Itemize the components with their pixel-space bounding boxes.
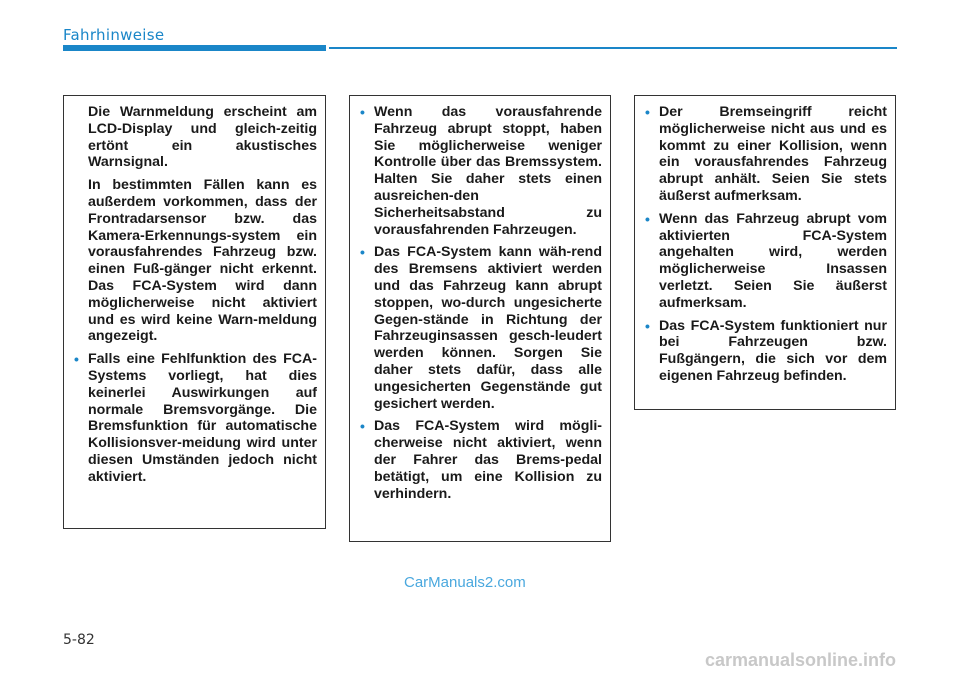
- footer-brand-watermark: carmanualsonline.info: [705, 650, 897, 670]
- bullet-item: [360, 244, 602, 412]
- warning-box-2: [349, 95, 611, 542]
- bullet-text: Das FCA-System kann wäh-rend des Bremsens aktiviert werden und das Fahrzeug kann abrupt stoppen, wo-durch ungesicherte Gegen-stände in Richtung der Fahrzeuginsassen gesch-leudert werden können. Sorgen Sie daher stets dafür, dass alle ungesicherten Gegenstände gut gesichert werden.: [374, 244, 602, 412]
- header-rule-thick: [63, 45, 326, 51]
- warning-box-1: [63, 95, 326, 529]
- bullet-icon: •: [360, 244, 365, 261]
- bullet-list: [645, 104, 887, 385]
- bullet-item: [74, 351, 317, 485]
- bullet-icon: •: [360, 104, 365, 120]
- bullet-list: [360, 104, 602, 502]
- bullet-item: [645, 317, 887, 385]
- bullet-icon: •: [360, 418, 365, 435]
- bullet-text: Das FCA-System wird mögli-cherweise nicht aktiviert, wenn der Fahrer das Brems-pedal betätigt, um eine Kollision zu verhindern.: [374, 418, 602, 502]
- watermark-link[interactable]: CarManuals2.com: [404, 574, 526, 591]
- page-number: 5-82: [63, 632, 95, 648]
- bullet-icon: •: [645, 210, 650, 227]
- paragraph: In bestimmten Fällen kann es außerdem vorkommen, dass der Frontradarsensor bzw. das Kamera-Erkennungs-system ein vorausfahrendes Fahrzeug bzw. einen Fuß-gänger nicht erkennt. Das FCA-System wird dann möglicherweise nicht aktiviert und es wird keine Warn-meldung angezeigt.: [88, 177, 317, 345]
- bullet-item: [360, 418, 602, 502]
- bullet-text: Wenn das Fahrzeug abrupt vom aktivierten FCA-System angehalten wird, werden möglicherweise Insassen verletzt. Seien Sie äußerst aufmerksam.: [659, 210, 887, 311]
- bullet-text: Das FCA-System funktioniert nur bei Fahrzeugen bzw. Fußgängern, die sich vor dem eigenen Fahrzeug befinden.: [659, 317, 887, 384]
- section-title: Fahrhinweise: [63, 26, 165, 44]
- bullet-list: [74, 351, 317, 485]
- bullet-text: Der Bremseingriff reicht möglicherweise nicht aus und es kommt zu einer Kollision, wenn ein vorausfahrendes Fahrzeug abrupt anhält. Seien Sie stets äußerst aufmerksam.: [659, 104, 887, 204]
- bullet-item: [645, 210, 887, 312]
- paragraph: Die Warnmeldung erscheint am LCD-Display und gleich-zeitig ertönt ein akustisches Warnsignal.: [88, 104, 317, 171]
- bullet-item: [360, 104, 602, 238]
- bullet-icon: •: [645, 104, 650, 120]
- bullet-icon: •: [74, 351, 79, 368]
- warning-box-3: [634, 95, 896, 410]
- bullet-icon: •: [645, 317, 650, 334]
- bullet-text: Wenn das vorausfahrende Fahrzeug abrupt stoppt, haben Sie möglicherweise weniger Kontrolle über das Bremssystem. Halten Sie daher stets einen ausreichen-den Sicherheitsabstand zu vorausfahrenden Fahrzeugen.: [374, 104, 602, 238]
- header-rule-thin: [329, 47, 897, 49]
- bullet-text: Falls eine Fehlfunktion des FCA-Systems vorliegt, hat dies keinerlei Auswirkungen auf normale Bremsvorgänge. Die Bremsfunktion für automatische Kollisionsver-meidung wird unter diesen Umständen jedoch nicht aktiviert.: [88, 351, 317, 485]
- bullet-item: [645, 104, 887, 205]
